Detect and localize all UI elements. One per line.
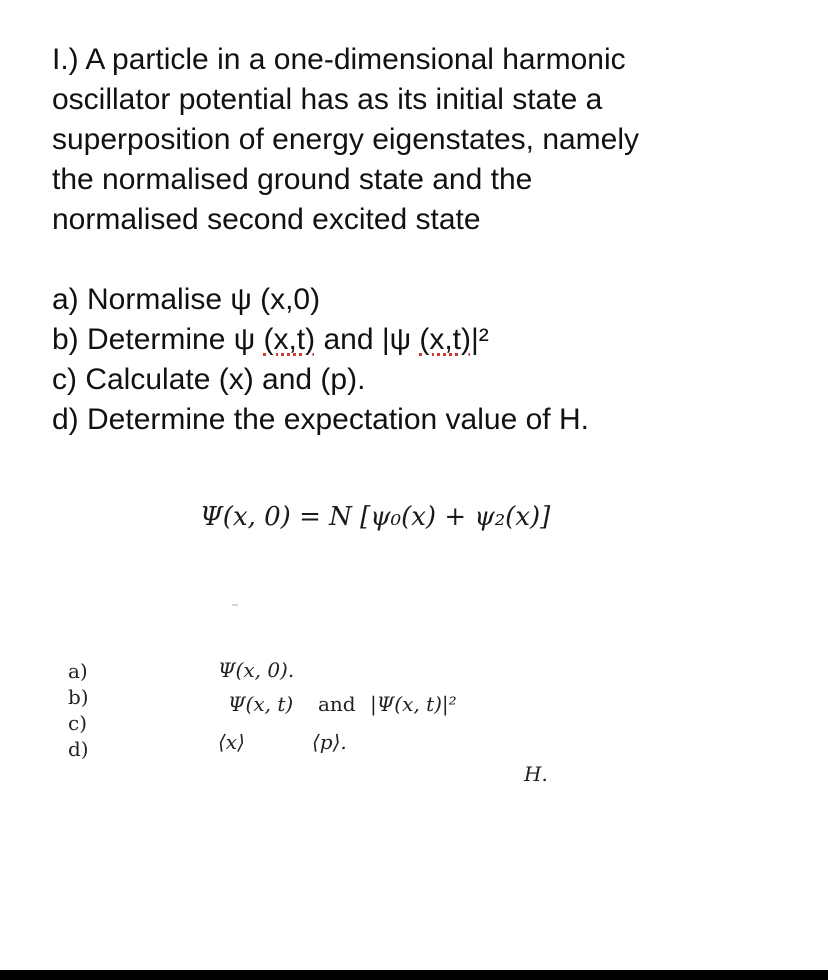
faint-mark (232, 604, 238, 606)
intro-line-5: normalised second excited state (52, 203, 481, 236)
task-d: d) Determine the expectation value of H. (52, 403, 589, 436)
intro-line-4: the normalised ground state and the (52, 163, 533, 196)
original-label-d: d) (68, 737, 89, 761)
task-list (52, 280, 792, 440)
task-b-prefix: b) Determine ψ (52, 323, 264, 356)
problem-intro (52, 40, 792, 240)
task-b (52, 320, 792, 360)
intro-line-1: I.) A particle in a one-dimensional harmonic (52, 43, 626, 76)
original-item-b-psi: Ψ(x, t) (228, 692, 294, 716)
bottom-bar (0, 970, 828, 980)
task-b-xt-2: (x,t) (419, 323, 472, 356)
task-c: c) Calculate (x) and (p). (52, 363, 366, 396)
intro-line-3: superposition of energy eigenstates, namely (52, 123, 640, 156)
original-item-d-h: H. (524, 762, 548, 786)
initial-state-equation: Ψ(x, 0) = N [ψ₀(x) + ψ₂(x)] (200, 502, 551, 532)
original-labels (68, 658, 89, 762)
original-label-a: a) (68, 659, 88, 683)
intro-line-2: oscillator potential has as its initial state a (52, 83, 603, 116)
original-item-b-abs: |Ψ(x, t)|² (370, 692, 457, 716)
task-b-suffix: |² (471, 323, 489, 356)
task-a: a) Normalise ψ (x,0) (52, 283, 321, 316)
original-label-b: b) (68, 685, 89, 709)
task-b-mid: and |ψ (315, 323, 420, 356)
original-item-c-p: ⟨p⟩. (312, 730, 347, 754)
original-label-c: c) (68, 711, 88, 735)
task-b-xt-1: (x,t) (263, 323, 316, 356)
original-item-a: Ψ(x, 0). (218, 658, 295, 682)
original-item-c-x: ⟨x⟩ (218, 730, 245, 754)
original-item-b-and: and (318, 692, 356, 716)
